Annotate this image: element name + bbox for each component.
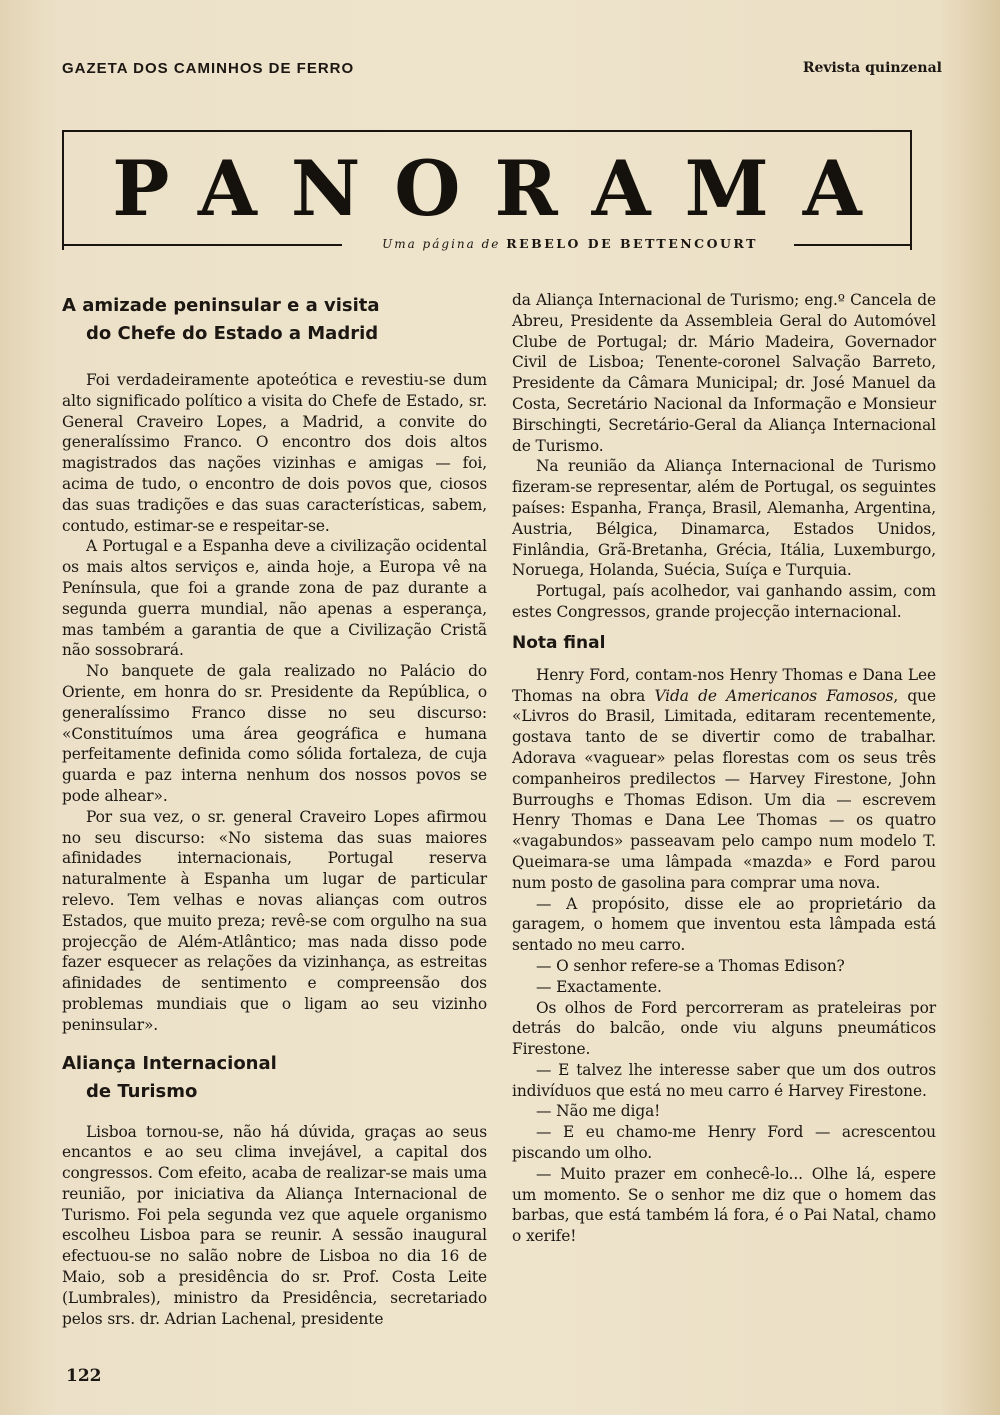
paragraph: Por sua vez, o sr. general Craveiro Lopes afirmou no seu discurso: «No sistema das suas maiores afinidades internacionais, Portugal reserva naturalmente à Espanha um lugar de particular relevo. Tem velhas e novas alianças com outros Estados, que muito preza; revê-se com orgulho na sua projecção de Além-Atlântico; mas nada disso pode fazer esquecer as relações da vizinhança, as estreitas afinidades de sentimento e compreensão dos problemas mundiais que o ligam ao seu vizinho peninsular». <box>62 807 487 1034</box>
left-column <box>62 292 487 1329</box>
running-head <box>62 58 942 84</box>
banner-rule-right <box>794 244 910 246</box>
dialogue-line: — Exactamente. <box>536 977 662 996</box>
banner-rule-left <box>64 244 342 246</box>
panorama-banner <box>62 130 912 250</box>
heading-line: A amizade peninsular e a visita <box>62 295 380 316</box>
heading-line: de Turismo <box>86 1080 198 1102</box>
article-heading-visit <box>62 292 487 348</box>
right-column <box>512 290 936 1247</box>
heading-line: Nota final <box>512 632 606 653</box>
dialogue-line: — A propósito, disse ele ao proprietário da garagem, o homem que inventou esta lâmpada está sentado no meu carro. <box>512 894 936 955</box>
byline-author: REBELO DE BETTENCOURT <box>506 236 758 251</box>
text-run: , que «Livros do Brasil, Limitada, editaram recentemente, gostava tanto de se divertir como de trabalhar. Adorava «vaguear» pelas florestas com os seus três companheiros predilectos — Harvey Firestone, John Burroughs e Thomas Edison. Um dia — escrevem Henry Thomas e Dana Lee Thomas — os quatro «vagabundos» passeavam pelo campo num modelo T. Queimara-se uma lâmpada «mazda» e Ford parou num posto de gasolina para comprar uma nova. <box>512 686 936 892</box>
byline-prefix: Uma página de <box>382 237 501 251</box>
paragraph: Foi verdadeiramente apoteótica e revestiu-se dum alto significado político a visita do Chefe de Estado, sr. General Craveiro Lopes, a Madrid, a convite do generalíssimo Franco. O encontro dos dois altos magistrados das nações vizinhas e amigas — foi, acima de tudo, o encontro de dois povos que, ciosos das suas tradições e das suas características, sabem, contudo, estimar-se e respeitar-se. <box>62 371 487 535</box>
paragraph: A Portugal e a Espanha deve a civilização ocidental os mais altos serviços e, ainda hoje, a Europa vê na Península, que foi a grande zona de paz durante a segunda guerra mundial, não apenas a esperança, mas também a garantia de que a Civilização Cristã não sossobrará. <box>62 537 487 660</box>
article-heading-tourism <box>62 1050 487 1106</box>
page-number: 122 <box>66 1366 102 1386</box>
article-heading-final-note <box>512 629 936 657</box>
book-title: Vida de Americanos Famosos <box>654 686 894 705</box>
paragraph-continuation: da Aliança Internacional de Turismo; eng.º Cancela de Abreu, Presidente da Assembleia Geral do Automóvel Clube de Portugal; dr. Mário Madeira, Governador Civil de Lisboa; Tenente-coronel Salvação Barreto, Presidente da Câmara Municipal; dr. José Manuel da Costa, Secretário Nacional da Informação e Monsieur Birschingti, Secretário-Geral da Aliança Internacional de Turismo. <box>512 291 936 455</box>
dialogue-line: — E eu chamo-me Henry Ford — acrescentou piscando um olho. <box>512 1123 936 1163</box>
dialogue-line: — Muito prazer em conhecê-lo... Olhe lá, espere um momento. Se o senhor me diz que o homem das barbas, que está também lá fora, é o Pai Natal, chamo o xerife! <box>512 1164 936 1246</box>
text-run: Henry Ford, contam-nos Henry Thomas e Dana Lee Thomas na obra <box>512 665 936 705</box>
paragraph: Portugal, país acolhedor, vai ganhando assim, com estes Congressos, grande projecção internacional. <box>512 582 936 621</box>
paragraph: Na reunião da Aliança Internacional de Turismo fizeram-se representar, além de Portugal, os seguintes países: Espanha, França, Brasil, Alemanha, Argentina, Austria, Bélgica, Dinamarca, Estados Unidos, Finlândia, Grã-Bretanha, Grécia, Itália, Luxemburgo, Noruega, Holanda, Suécia, Suíça e Turquia. <box>512 457 936 580</box>
dialogue-line: — Não me diga! <box>536 1102 661 1121</box>
byline <box>358 236 782 251</box>
paragraph <box>512 665 936 894</box>
journal-title: GAZETA DOS CAMINHOS DE FERRO <box>62 60 355 77</box>
paragraph: Os olhos de Ford percorreram as prateleiras por detrás do balcão, onde viu alguns pneumáticos Firestone. <box>512 998 936 1059</box>
paragraph: No banquete de gala realizado no Palácio do Oriente, em honra do sr. Presidente da República, o generalíssimo Franco disse no seu discurso: «Constituímos uma área geográfica e humana perfeitamente definida como sólida fortaleza, de cuja guarda e paz interna nenhum dos nossos povos se pode alhear». <box>62 662 487 805</box>
heading-line: do Chefe do Estado a Madrid <box>86 323 379 344</box>
paragraph: Lisboa tornou-se, não há dúvida, graças ao seus encantos e ao seu clima invejável, a capital dos congressos. Com efeito, acaba de realizar-se mais uma reunião, por iniciativa da Aliança Internacional de Turismo. Foi pela segunda vez que aquele organismo escolheu Lisboa para se reunir. A sessão inaugural efectuou-se no salão nobre de Lisboa no dia 16 de Maio, sob a presidência do sr. Prof. Costa Leite (Lumbrales), ministro da Presidência, secretariado pelos srs. dr. Adrian Lachenal, presidente <box>62 1122 487 1328</box>
heading-line: Aliança Internacional <box>62 1052 277 1074</box>
banner-title: PANORAMA <box>112 144 896 233</box>
periodicity-label: Revista quinzenal <box>802 60 942 76</box>
dialogue-line: — E talvez lhe interesse saber que um dos outros indivíduos que está no meu carro é Harvey Firestone. <box>512 1060 936 1100</box>
dialogue-line: — O senhor refere-se a Thomas Edison? <box>536 956 845 975</box>
